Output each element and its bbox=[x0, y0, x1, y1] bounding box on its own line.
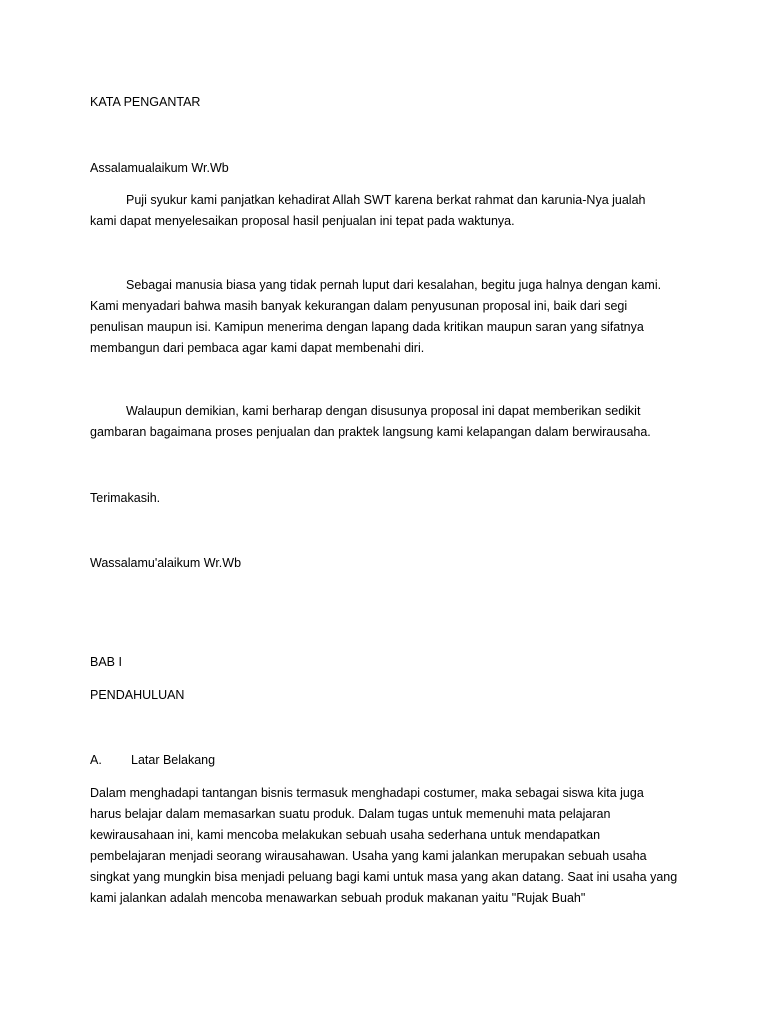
thanks-text: Terimakasih. bbox=[90, 491, 161, 505]
chapter-title: PENDAHULUAN bbox=[90, 688, 185, 702]
closing-text: Wassalamu'alaikum Wr.Wb bbox=[90, 556, 242, 570]
section-marker: A. bbox=[90, 753, 102, 767]
latar-belakang-line-1: Dalam menghadapi tantangan bisnis termasuk menghadapi costumer, maka sebagai siswa kita juga bbox=[90, 786, 644, 800]
latar-belakang-paragraph bbox=[90, 783, 680, 909]
paragraph-3 bbox=[90, 401, 680, 443]
paragraph-1 bbox=[90, 190, 680, 232]
paragraph-3-line-2: gambaran bagaimana proses penjualan dan praktek langsung kami kelapangan dalam berwirausaha. bbox=[90, 425, 651, 439]
latar-belakang-line-2: harus belajar dalam memasarkan suatu produk. Dalam tugas untuk memenuhi mata pelajaran bbox=[90, 807, 611, 821]
paragraph-2-line-1: Sebagai manusia biasa yang tidak pernah luput dari kesalahan, begitu juga halnya dengan kami. bbox=[126, 278, 662, 292]
latar-belakang-line-5: singkat yang mungkin bisa menjadi peluang bagi kami untuk masa yang akan datang. Saat ini usaha yang bbox=[90, 870, 678, 884]
chapter-number: BAB I bbox=[90, 655, 122, 669]
paragraph-1-line-2: kami dapat menyelesaikan proposal hasil penjualan ini tepat pada waktunya. bbox=[90, 214, 515, 228]
section-title: Latar Belakang bbox=[131, 753, 216, 767]
paragraph-2-line-4: membangun dari pembaca agar kami dapat membenahi diri. bbox=[90, 341, 425, 355]
paragraph-2-line-3: penulisan maupun isi. Kamipun menerima dengan lapang dada kritikan maupun saran yang sifatnya bbox=[90, 320, 644, 334]
paragraph-3-line-1: Walaupun demikian, kami berharap dengan disusunya proposal ini dapat memberikan sedikit bbox=[126, 404, 641, 418]
page-title: KATA PENGANTAR bbox=[90, 95, 201, 109]
paragraph-2 bbox=[90, 275, 680, 359]
latar-belakang-line-3: kewirausahaan ini, kami mencoba melakukan sebuah usaha sederhana untuk mendapatkan bbox=[90, 828, 601, 842]
paragraph-2-line-2: Kami menyadari bahwa masih banyak kekurangan dalam penyusunan proposal ini, baik dari segi bbox=[90, 299, 628, 313]
greeting: Assalamualaikum Wr.Wb bbox=[90, 161, 229, 175]
paragraph-1-line-1: Puji syukur kami panjatkan kehadirat Allah SWT karena berkat rahmat dan karunia-Nya jualah bbox=[126, 193, 646, 207]
latar-belakang-line-4: pembelajaran menjadi seorang wirausahawan. Usaha yang kami jalankan merupakan sebuah usaha bbox=[90, 849, 647, 863]
section-heading bbox=[90, 750, 215, 771]
latar-belakang-line-6: kami jalankan adalah mencoba menawarkan sebuah produk makanan yaitu "Rujak Buah" bbox=[90, 891, 586, 905]
